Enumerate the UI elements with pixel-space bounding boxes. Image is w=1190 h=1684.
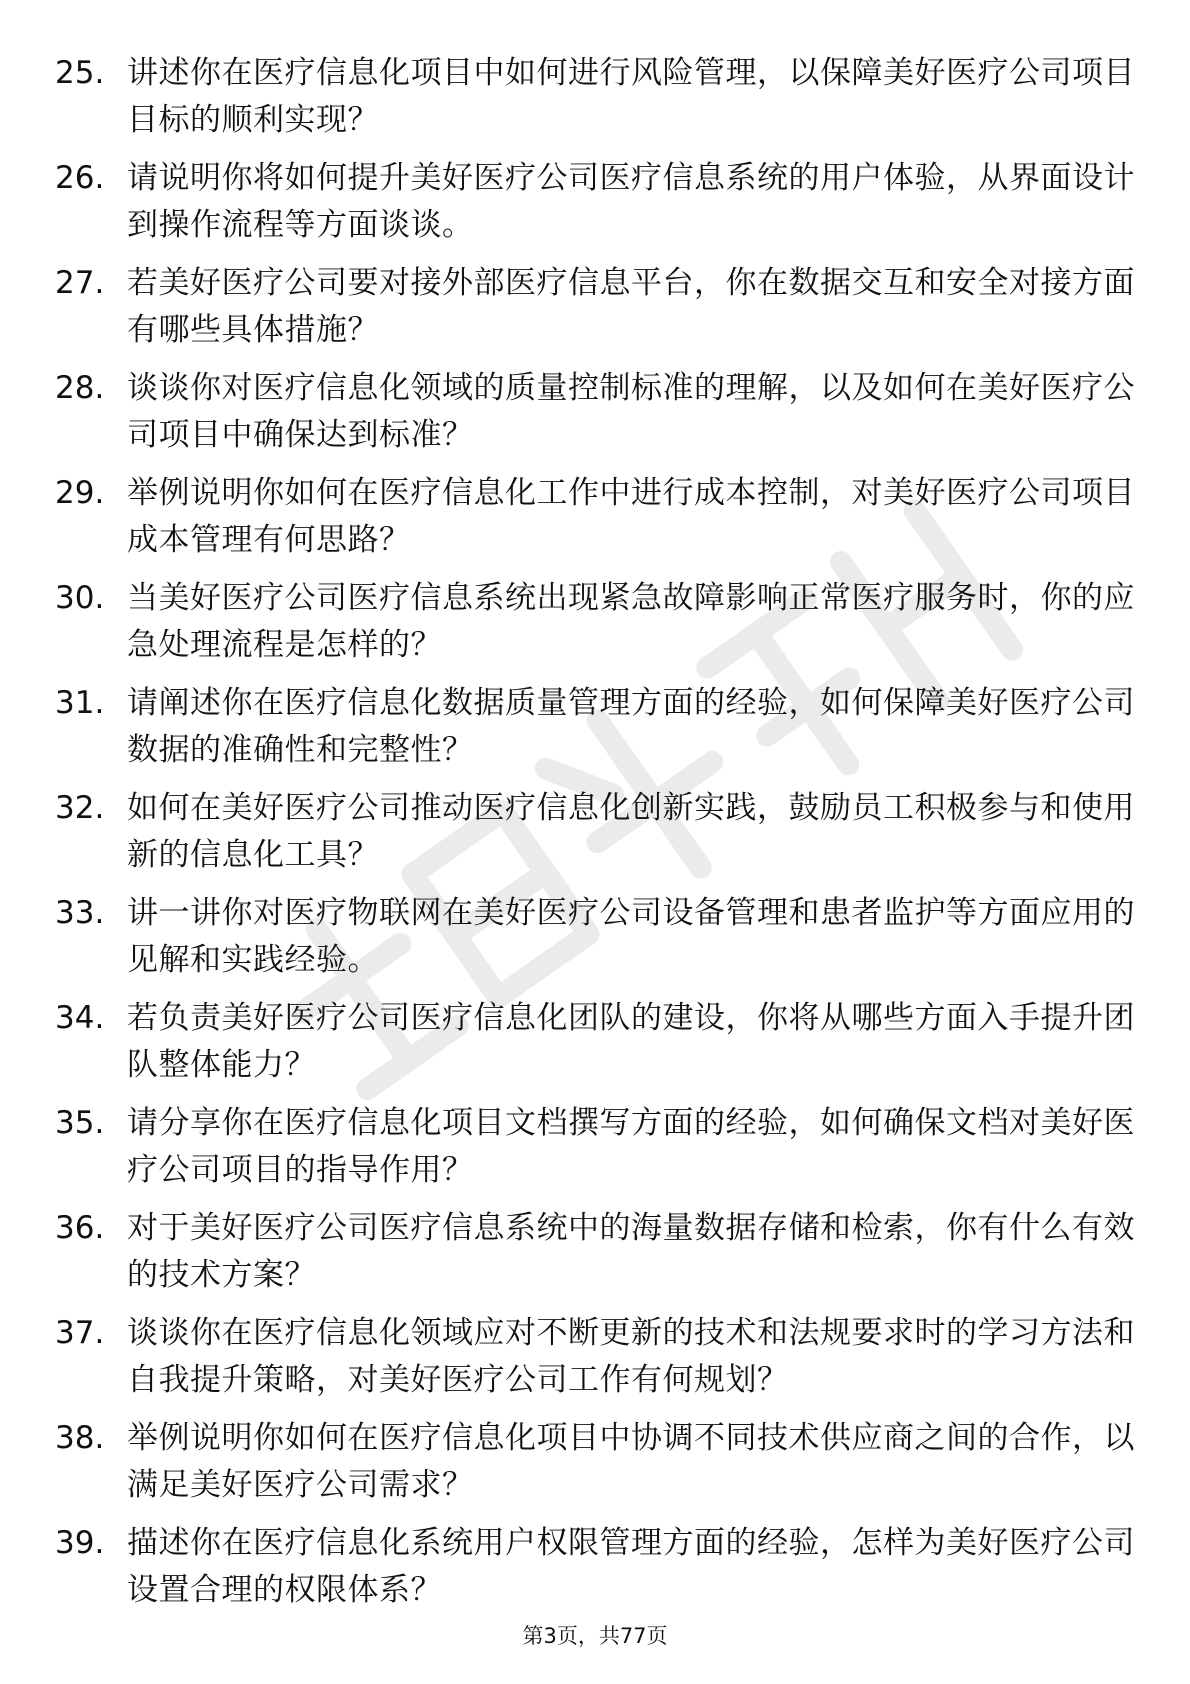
list-item — [55, 470, 1135, 575]
list-item — [55, 785, 1135, 890]
list-item — [55, 680, 1135, 785]
list-item — [55, 155, 1135, 260]
question-number: 29. — [55, 475, 105, 511]
question-number: 27. — [55, 265, 105, 301]
question-text: 若负责美好医疗公司医疗信息化团队的建设，你将从哪些方面入手提升团队整体能力？ — [127, 1000, 1135, 1083]
question-number: 25. — [55, 55, 105, 91]
question-number: 32. — [55, 790, 105, 826]
question-number: 36. — [55, 1210, 105, 1246]
list-item — [55, 50, 1135, 155]
question-text: 举例说明你如何在医疗信息化项目中协调不同技术供应商之间的合作，以满足美好医疗公司需求？ — [127, 1420, 1135, 1503]
question-text: 若美好医疗公司要对接外部医疗信息平台，你在数据交互和安全对接方面有哪些具体措施？ — [127, 265, 1135, 348]
question-number: 39. — [55, 1525, 105, 1561]
question-text: 对于美好医疗公司医疗信息系统中的海量数据存储和检索，你有什么有效的技术方案？ — [127, 1210, 1135, 1293]
question-text: 举例说明你如何在医疗信息化工作中进行成本控制，对美好医疗公司项目成本管理有何思路？ — [127, 475, 1135, 558]
list-item — [55, 995, 1135, 1100]
question-text: 如何在美好医疗公司推动医疗信息化创新实践，鼓励员工积极参与和使用新的信息化工具？ — [127, 790, 1135, 873]
question-number: 30. — [55, 580, 105, 616]
question-number: 35. — [55, 1105, 105, 1141]
question-text: 请说明你将如何提升美好医疗公司医疗信息系统的用户体验，从界面设计到操作流程等方面谈谈。 — [127, 160, 1135, 243]
question-number: 26. — [55, 160, 105, 196]
question-list — [55, 50, 1135, 1625]
list-item — [55, 1205, 1135, 1310]
list-item — [55, 575, 1135, 680]
page-number: 第3页，共77页 — [522, 1624, 668, 1648]
list-item — [55, 1415, 1135, 1520]
question-number: 34. — [55, 1000, 105, 1036]
list-item — [55, 890, 1135, 995]
question-number: 38. — [55, 1420, 105, 1456]
list-item — [55, 1520, 1135, 1625]
question-text: 谈谈你对医疗信息化领域的质量控制标准的理解，以及如何在美好医疗公司项目中确保达到标准？ — [127, 370, 1135, 453]
question-text: 当美好医疗公司医疗信息系统出现紧急故障影响正常医疗服务时，你的应急处理流程是怎样的？ — [127, 580, 1135, 663]
question-text: 描述你在医疗信息化系统用户权限管理方面的经验，怎样为美好医疗公司设置合理的权限体系？ — [127, 1525, 1135, 1608]
list-item — [55, 1100, 1135, 1205]
question-number: 33. — [55, 895, 105, 931]
question-number: 28. — [55, 370, 105, 406]
question-text: 请阐述你在医疗信息化数据质量管理方面的经验，如何保障美好医疗公司数据的准确性和完整性？ — [127, 685, 1135, 768]
question-number: 37. — [55, 1315, 105, 1351]
question-text: 讲一讲你对医疗物联网在美好医疗公司设备管理和患者监护等方面应用的见解和实践经验。 — [127, 895, 1135, 978]
list-item — [55, 365, 1135, 470]
question-text: 请分享你在医疗信息化项目文档撰写方面的经验，如何确保文档对美好医疗公司项目的指导作用？ — [127, 1105, 1135, 1188]
question-number: 31. — [55, 685, 105, 721]
list-item — [55, 1310, 1135, 1415]
question-text: 谈谈你在医疗信息化领域应对不断更新的技术和法规要求时的学习方法和自我提升策略，对美好医疗公司工作有何规划？ — [127, 1315, 1135, 1398]
list-item — [55, 260, 1135, 365]
question-text: 讲述你在医疗信息化项目中如何进行风险管理，以保障美好医疗公司项目目标的顺利实现？ — [127, 55, 1135, 138]
